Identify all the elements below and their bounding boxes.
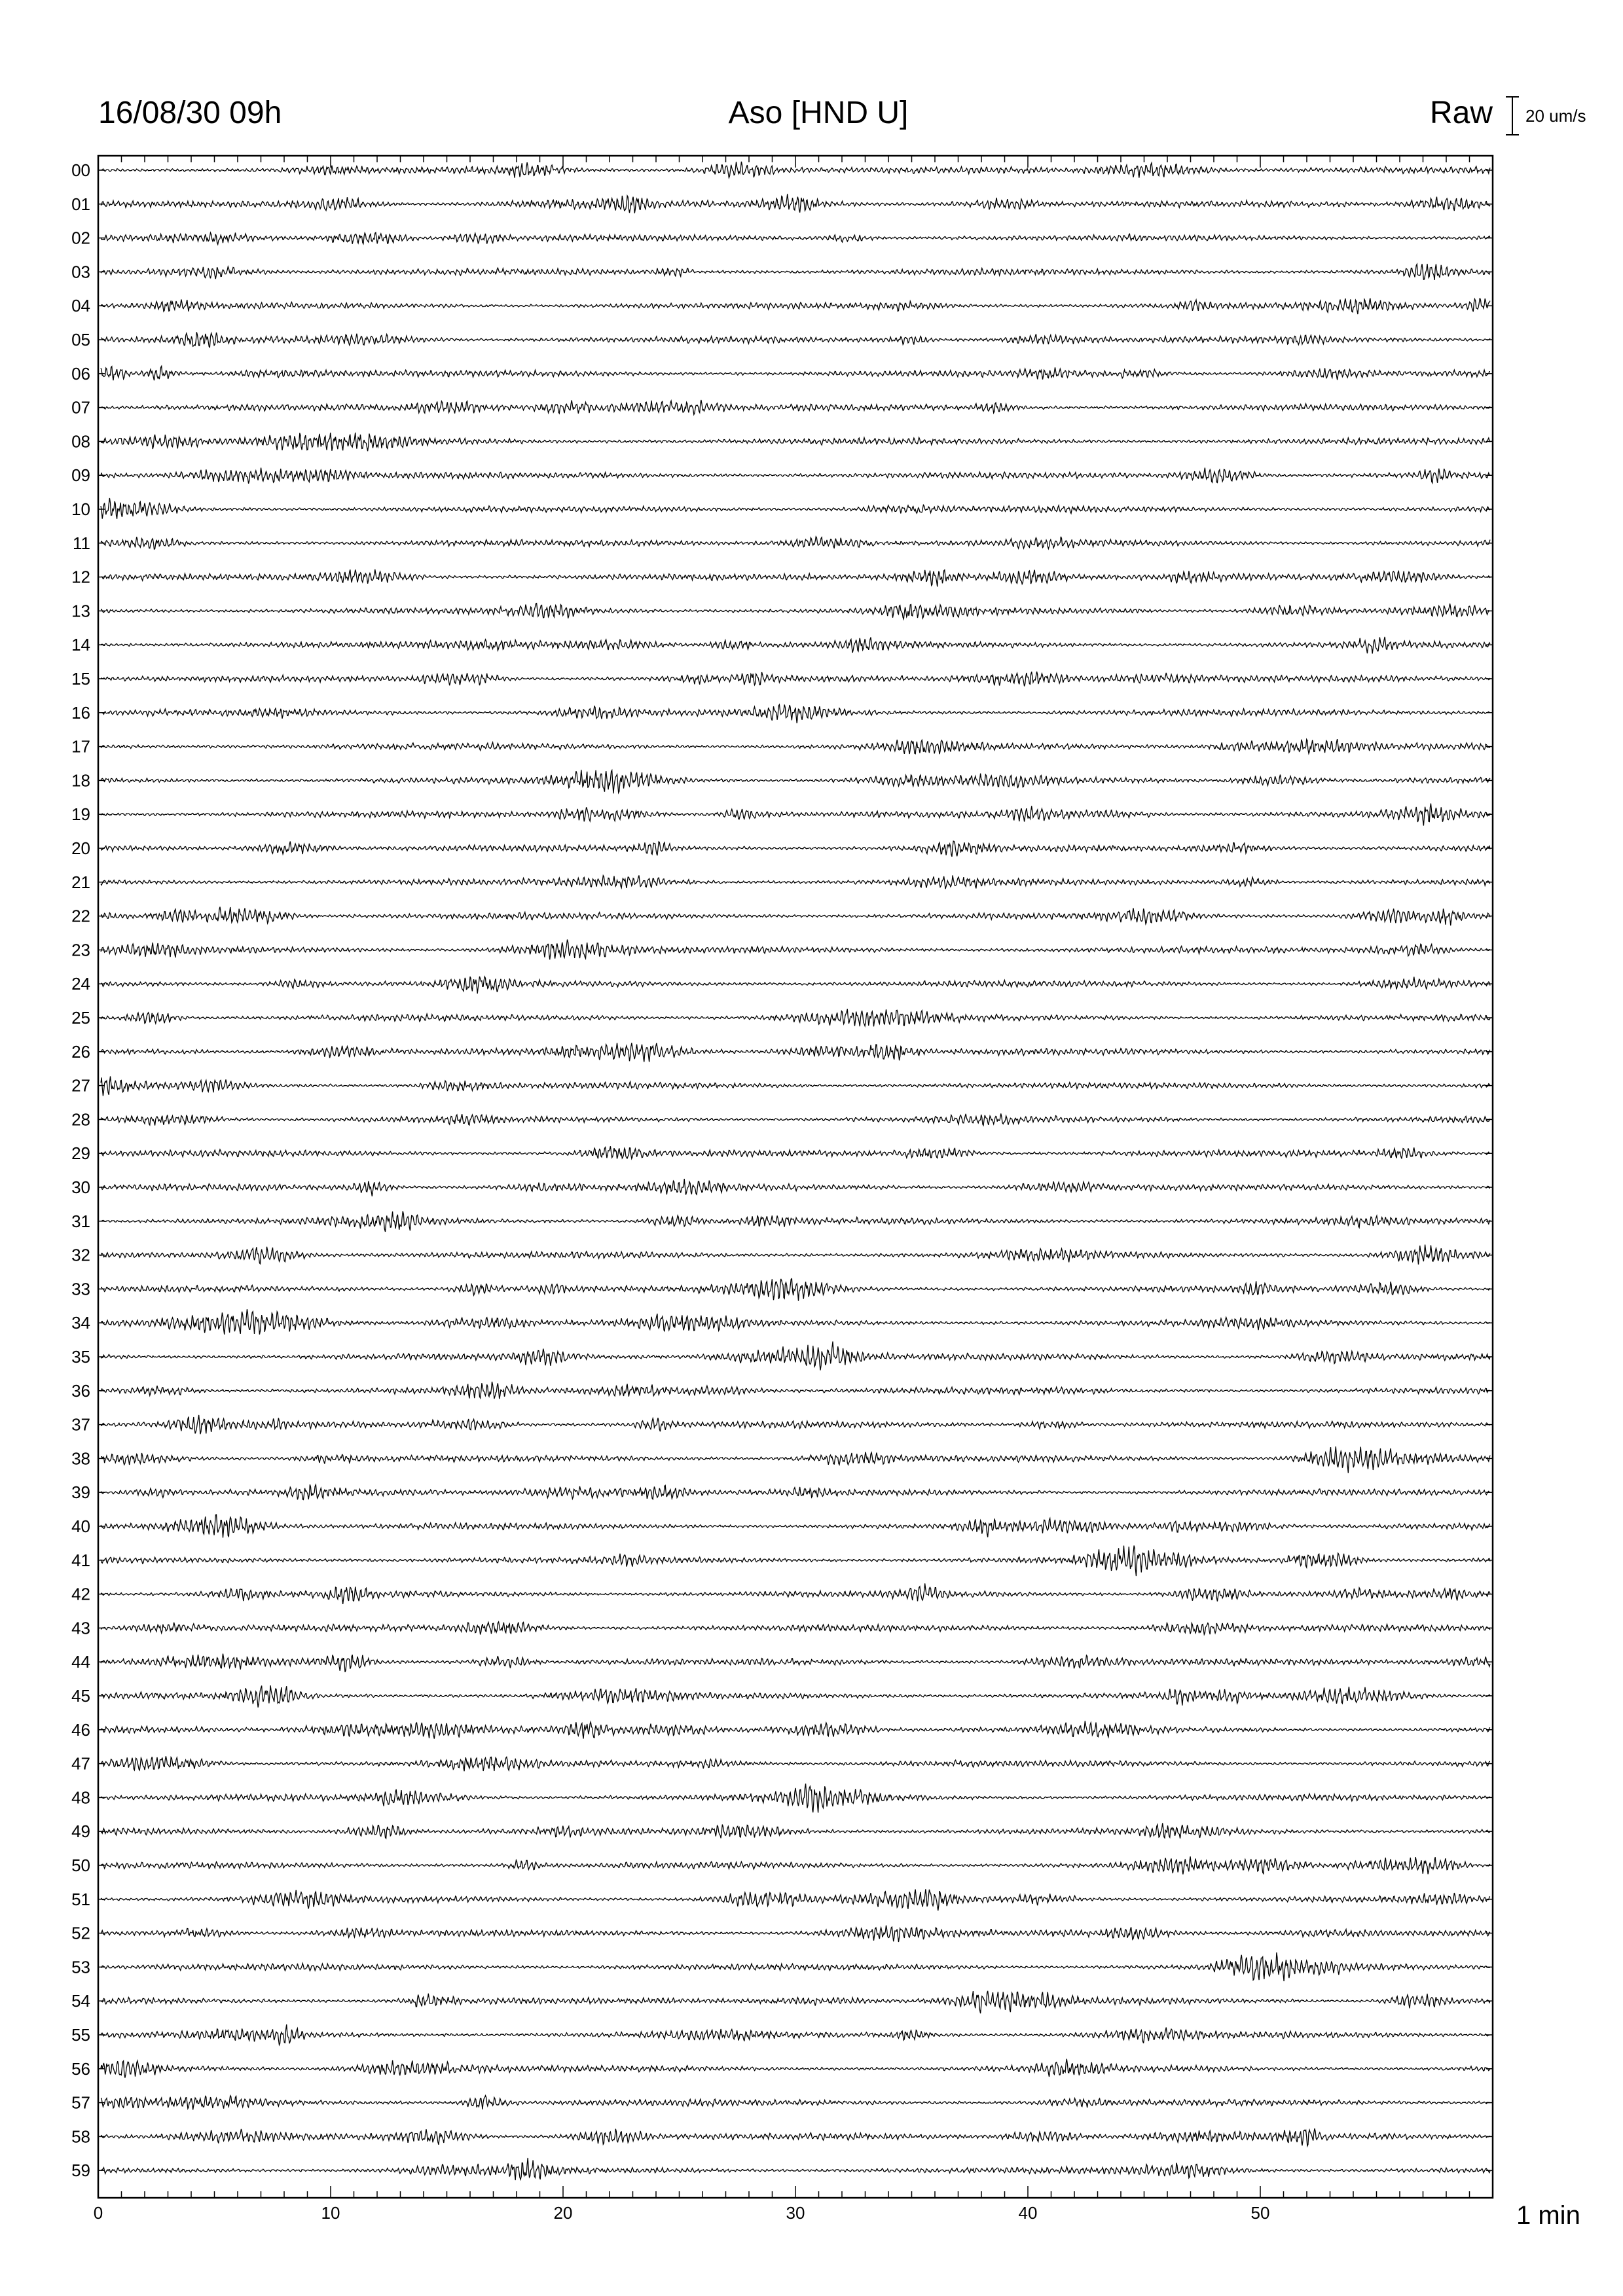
row-label: 25 <box>71 1008 90 1028</box>
trace-line <box>101 1721 1490 1738</box>
trace-line <box>101 468 1490 484</box>
x-tick-label: 50 <box>1250 2203 1270 2223</box>
trace-line <box>101 804 1490 826</box>
row-label: 49 <box>71 1821 90 1842</box>
row-label: 58 <box>71 2126 90 2147</box>
trace-line <box>101 332 1490 347</box>
trace-line <box>101 1654 1490 1672</box>
row-label: 08 <box>71 431 90 452</box>
trace-line <box>101 770 1490 793</box>
trace-line <box>101 1279 1490 1301</box>
row-label: 01 <box>71 194 90 214</box>
trace-line <box>101 1179 1490 1196</box>
trace-line <box>101 1415 1490 1434</box>
trace-line <box>101 194 1490 213</box>
trace-line <box>101 739 1490 754</box>
row-label: 56 <box>71 2058 90 2079</box>
trace-line <box>101 1952 1490 1981</box>
x-axis-label: 1 min <box>1516 2201 1580 2230</box>
trace-line <box>101 2158 1490 2180</box>
trace-line <box>101 2128 1490 2146</box>
row-label: 35 <box>71 1347 90 1367</box>
trace-group <box>98 162 1493 2180</box>
trace-line <box>101 1076 1490 1096</box>
row-label-group <box>71 160 90 2180</box>
row-label: 13 <box>71 601 90 621</box>
row-label: 42 <box>71 1584 90 1604</box>
x-tick-label: 30 <box>786 2203 805 2223</box>
trace-line <box>101 1043 1490 1062</box>
trace-line <box>101 1515 1490 1537</box>
trace-line <box>101 1784 1490 1812</box>
row-label: 43 <box>71 1618 90 1638</box>
trace-line <box>101 1009 1490 1027</box>
trace-line <box>101 298 1490 314</box>
row-label: 02 <box>71 228 90 248</box>
trace-line <box>101 841 1490 857</box>
trace-line <box>101 1889 1490 1910</box>
row-label: 52 <box>71 1923 90 1943</box>
header-station-title: Aso [HND U] <box>728 96 909 130</box>
trace-line <box>101 537 1490 549</box>
row-label: 05 <box>71 330 90 350</box>
trace-line <box>101 977 1490 994</box>
row-label: 17 <box>71 736 90 757</box>
row-label: 37 <box>71 1414 90 1435</box>
row-label: 26 <box>71 1041 90 1062</box>
trace-line <box>101 1857 1490 1874</box>
trace-line <box>101 1756 1490 1771</box>
trace-line <box>101 232 1490 244</box>
row-label: 50 <box>71 1856 90 1875</box>
trace-line <box>101 400 1490 415</box>
row-label: 47 <box>71 1753 90 1774</box>
x-tick-label: 0 <box>93 2203 103 2223</box>
trace-line <box>101 705 1490 724</box>
row-label: 54 <box>71 1991 90 2011</box>
row-label: 33 <box>71 1279 90 1299</box>
row-label: 22 <box>71 906 90 926</box>
row-label: 21 <box>71 872 90 892</box>
scale-bar-label: 20 um/s <box>1525 106 1586 126</box>
row-label: 19 <box>71 804 90 825</box>
row-label: 44 <box>71 1652 90 1672</box>
trace-line <box>101 1685 1490 1708</box>
row-label: 45 <box>71 1686 90 1706</box>
header-datetime: 16/08/30 09h <box>98 96 282 130</box>
trace-line <box>101 498 1490 519</box>
row-label: 07 <box>71 397 90 418</box>
row-label: 15 <box>71 669 90 689</box>
row-label: 09 <box>71 465 90 486</box>
trace-line <box>101 366 1490 380</box>
row-label: 51 <box>71 1889 90 1909</box>
trace-line <box>101 2096 1490 2110</box>
row-label: 12 <box>71 567 90 587</box>
x-tick-label: 40 <box>1018 2203 1038 2223</box>
trace-line <box>101 637 1490 654</box>
row-label: 11 <box>73 533 90 553</box>
trace-line <box>101 1622 1490 1634</box>
trace-line <box>101 1545 1490 1576</box>
row-label: 16 <box>71 702 90 723</box>
trace-line <box>101 1926 1490 1942</box>
row-label: 18 <box>71 770 90 791</box>
trace-line <box>101 1146 1490 1158</box>
trace-line <box>101 1382 1490 1399</box>
row-label: 27 <box>71 1075 90 1096</box>
row-label: 53 <box>71 1957 90 1977</box>
row-label: 03 <box>71 262 90 282</box>
trace-line <box>101 1823 1490 1839</box>
trace-line <box>101 875 1490 889</box>
row-label: 40 <box>71 1516 90 1536</box>
row-label: 20 <box>71 838 90 858</box>
trace-line <box>101 1113 1490 1125</box>
row-label: 06 <box>71 363 90 384</box>
scale-bar <box>1506 97 1586 135</box>
row-label: 59 <box>71 2161 90 2181</box>
row-label: 55 <box>71 2025 90 2045</box>
row-label: 34 <box>71 1313 90 1333</box>
plot-frame <box>98 156 1493 2198</box>
trace-line <box>101 264 1490 280</box>
trace-line <box>101 907 1490 926</box>
trace-line <box>101 1309 1490 1335</box>
row-label: 23 <box>71 940 90 960</box>
row-label: 28 <box>71 1109 90 1130</box>
trace-line <box>101 672 1490 686</box>
trace-line <box>101 1991 1490 2013</box>
row-label: 41 <box>71 1550 90 1570</box>
trace-line <box>101 569 1490 586</box>
row-label: 38 <box>71 1448 90 1469</box>
trace-line <box>101 1484 1490 1499</box>
trace-line <box>101 1245 1490 1265</box>
row-label: 36 <box>71 1380 90 1401</box>
row-label: 14 <box>71 635 90 655</box>
trace-line <box>101 603 1490 619</box>
trace-line <box>101 1211 1490 1232</box>
trace-line <box>101 2059 1490 2078</box>
row-label: 10 <box>71 499 90 519</box>
minor-ticks <box>98 156 1493 2198</box>
row-label: 30 <box>71 1177 90 1197</box>
row-label: 00 <box>71 160 90 180</box>
trace-line <box>101 940 1490 960</box>
x-tick-group <box>94 2203 1270 2223</box>
header-mode: Raw <box>1429 96 1493 130</box>
row-label: 04 <box>71 296 90 316</box>
trace-line <box>101 1583 1490 1604</box>
row-label: 29 <box>71 1143 90 1164</box>
row-label: 57 <box>71 2092 90 2113</box>
row-label: 32 <box>71 1245 90 1265</box>
trace-line <box>101 2024 1490 2045</box>
row-label: 39 <box>71 1482 90 1503</box>
trace-line <box>101 1446 1490 1473</box>
row-label: 24 <box>71 974 90 994</box>
x-tick-label: 10 <box>321 2203 340 2223</box>
x-tick-label: 20 <box>553 2203 573 2223</box>
row-label: 48 <box>71 1787 90 1808</box>
row-label: 31 <box>71 1211 90 1231</box>
row-label: 46 <box>71 1719 90 1740</box>
trace-line <box>101 433 1490 451</box>
trace-line <box>101 1342 1490 1371</box>
